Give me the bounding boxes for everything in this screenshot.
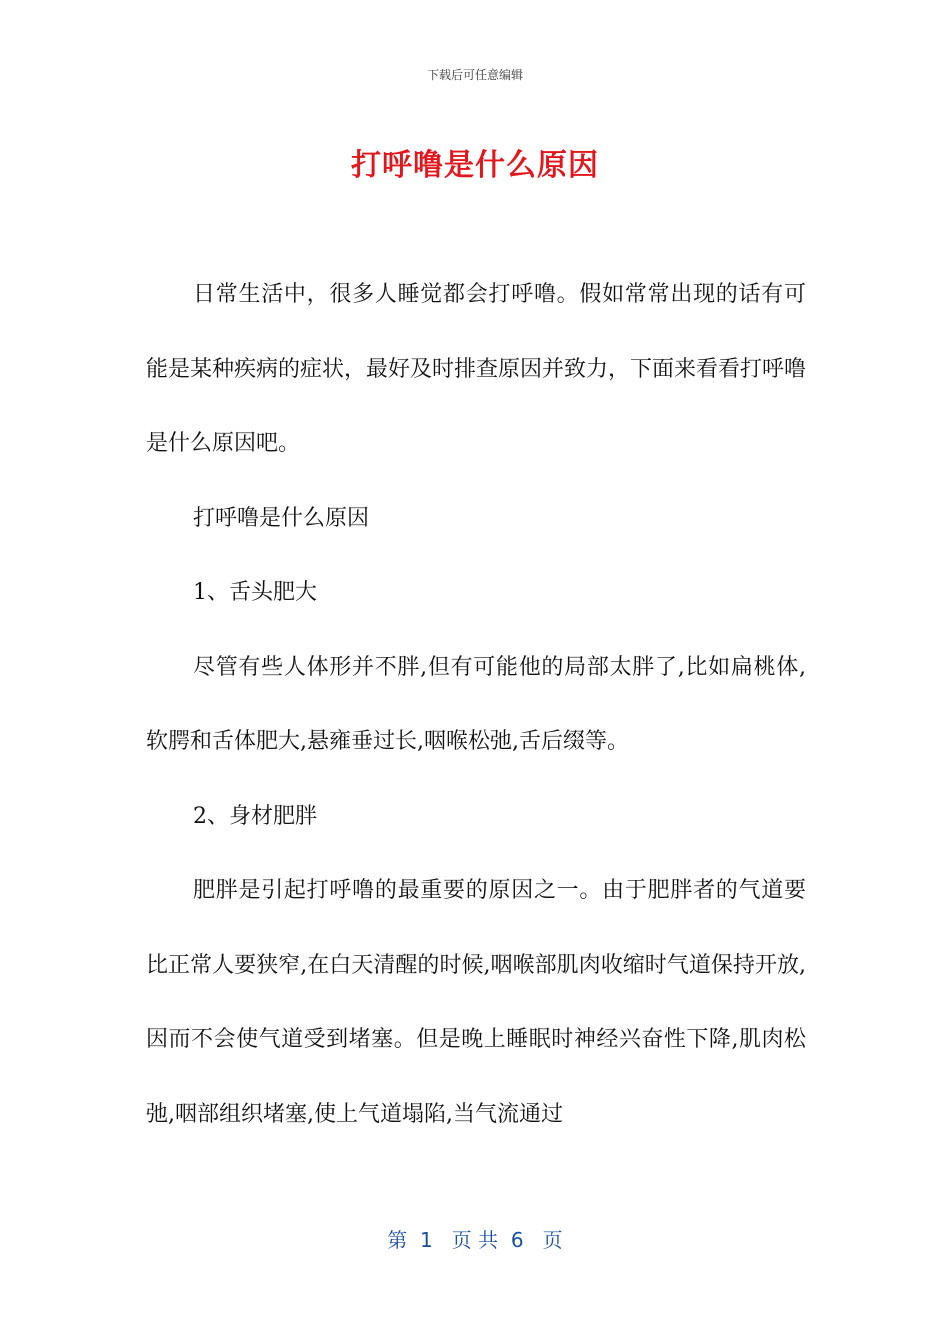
intro-paragraph: 日常生活中，很多人睡觉都会打呼噜。假如常常出现的话有可能是某种疾病的症状，最好及时排查原因并致力，下面来看看打呼噜是什么原因吧。 [146,282,807,456]
document-body [146,258,806,1152]
header-note: 下载后可任意编辑 [426,68,523,82]
paragraph-2: 肥胖是引起打呼噜的最重要的原因之一。由于肥胖者的气道要比正常人要狭窄,在白天清醒的时候,咽喉部肌肉收缩时气道保持开放,因而不会使气道受到堵塞。但是晚上睡眠时神经兴奋性下降,肌肉松弛,咽部组织堵塞,使上气道塌陷,当气流通过 [146,878,806,1127]
page-number-footer: 第 1 页 共 6 页 [387,1228,563,1252]
document-title: 打呼噜是什么原因 [351,148,599,183]
section-heading: 打呼噜是什么原因 [193,505,370,531]
subheading-2: 2、身材肥胖 [193,803,317,829]
paragraph-1: 尽管有些人体形并不胖,但有可能他的局部太胖了,比如扁桃体,软腭和舌体肥大,悬雍垂过长,咽喉松弛,舌后缀等。 [146,654,806,754]
subheading-1: 1、舌头肥大 [193,580,317,605]
